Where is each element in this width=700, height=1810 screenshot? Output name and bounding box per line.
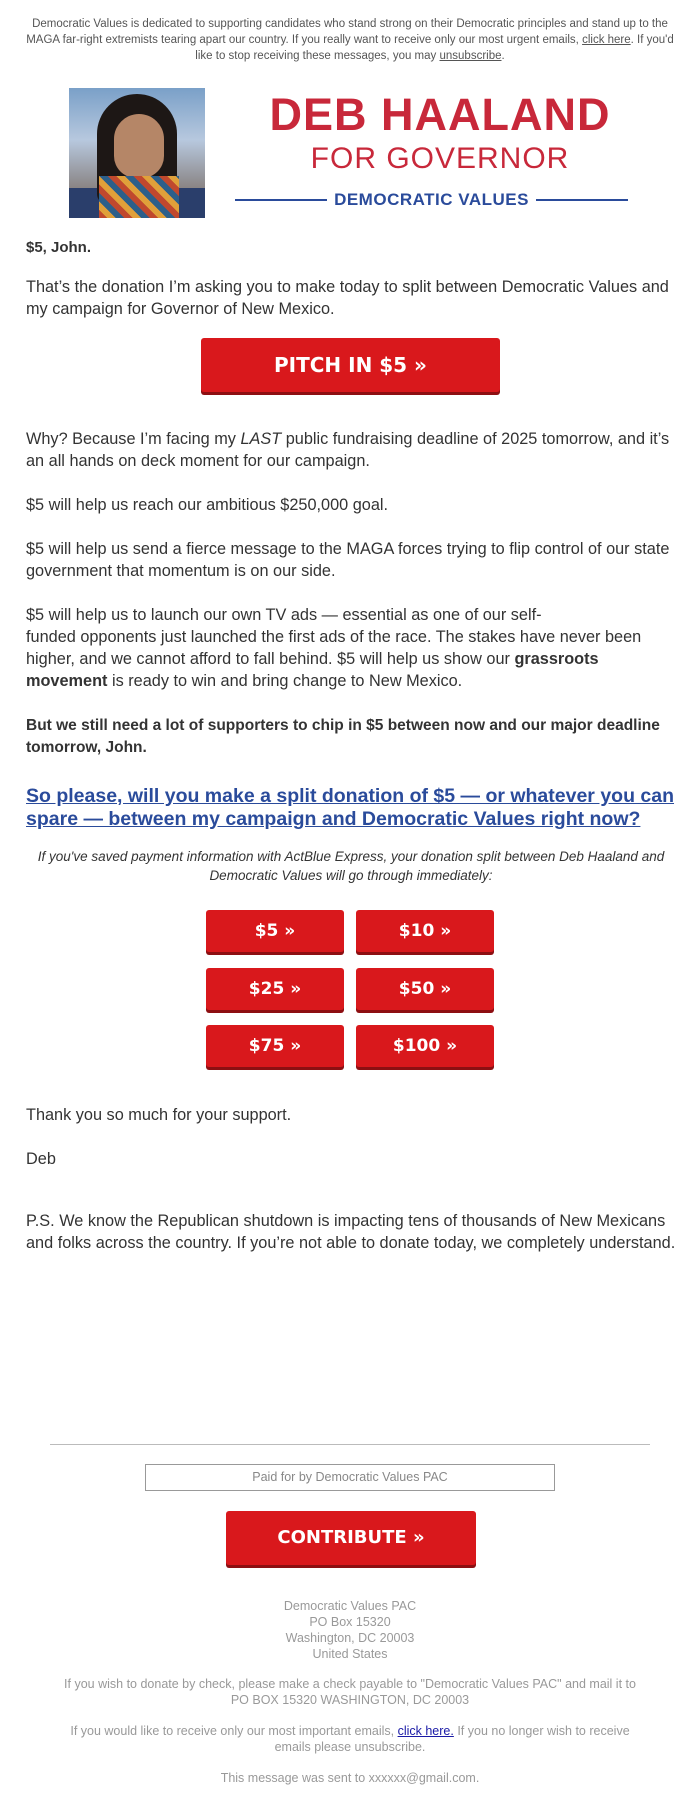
- photo-face: [114, 114, 164, 178]
- actblue-express-note: If you've saved payment information with ActBlue Express, your donation split between Deb Haaland and Democratic Values will go through immediately:: [37, 849, 665, 883]
- tv-ads-text: $5 will help us to launch our own TV ads — essential as one of our self-: [26, 606, 542, 624]
- deadline-paragraph: [26, 428, 676, 472]
- address-line: United States: [312, 1647, 388, 1661]
- donate-25-button[interactable]: $25 »: [206, 968, 344, 1010]
- chip-in-paragraph: But we still need a lot of supporters to chip in $5 between now and our major deadline tomorrow, John.: [26, 717, 660, 756]
- sent-to-note: This message was sent to xxxxxx@gmail.com.: [220, 1771, 480, 1785]
- mailing-address: [60, 1598, 640, 1662]
- unsubscribe-link[interactable]: unsubscribe: [439, 50, 502, 62]
- donate-5-button[interactable]: $5 »: [206, 910, 344, 952]
- goal-paragraph: $5 will help us reach our ambitious $250,000 goal.: [26, 496, 389, 514]
- tv-ads-text-end: is ready to win and bring change to New Mexico.: [107, 672, 463, 690]
- preferences-text-end: If you no longer wish to receive emails please unsubscribe.: [274, 1724, 630, 1754]
- urgent-emails-link[interactable]: click here: [582, 34, 631, 46]
- address-line: Democratic Values PAC: [283, 1599, 417, 1613]
- preferences-text: If you would like to receive only our most important emails,: [70, 1724, 398, 1738]
- donate-50-button[interactable]: $50 »: [356, 968, 494, 1010]
- pitch-in-button[interactable]: PITCH IN $5 »: [201, 338, 500, 392]
- footer-divider: [50, 1444, 650, 1445]
- grassroots-emphasis: grassroots movement: [26, 650, 599, 690]
- deadline-text-end: public fundraising deadline of 2025 tomorrow, and it’s an all hands on deck moment for our campaign.: [26, 430, 670, 470]
- important-emails-link[interactable]: click here.: [397, 1724, 454, 1738]
- logo-divider-left: [235, 199, 327, 201]
- logo-org-name: DEMOCRATIC VALUES: [334, 190, 529, 209]
- signoff: Deb: [26, 1150, 56, 1168]
- greeting: $5, John.: [26, 239, 92, 256]
- logo-subtitle: FOR GOVERNOR: [310, 142, 570, 175]
- address-line: Washington, DC 20003: [285, 1631, 415, 1645]
- preheader-text-end: .: [501, 50, 505, 62]
- tv-ads-paragraph: [26, 604, 676, 692]
- split-donation-link[interactable]: So please, will you make a split donation of $5 — or whatever you can spare — between my campaign and Democratic Values right now?: [26, 785, 675, 830]
- thank-you-text: Thank you so much for your support.: [26, 1106, 292, 1124]
- address-line: PO Box 15320: [309, 1615, 391, 1629]
- photo-scarf: [99, 176, 179, 218]
- preheader-text: Democratic Values is dedicated to supporting candidates who stand strong on their Democratic principles and stand up to the MAGA far-right extremists tearing apart our country. If you really want to receive only our most urgent emails,: [26, 18, 668, 46]
- postscript: P.S. We know the Republican shutdown is impacting tens of thousands of New Mexicans and folks across the country. If you’re not able to donate today, we completely understand.: [26, 1212, 676, 1252]
- donate-10-button[interactable]: $10 »: [356, 910, 494, 952]
- preheader: [26, 16, 674, 64]
- donate-75-button[interactable]: $75 »: [206, 1025, 344, 1067]
- preheader-text-middle: . If you'd like to stop receiving these messages, you may: [195, 34, 674, 62]
- candidate-photo: [69, 88, 205, 218]
- check-donation-note: If you wish to donate by check, please make a check payable to "Democratic Values PAC" and mail it to PO BOX 15320 WASHINGTON, DC 20003: [64, 1677, 636, 1707]
- tv-ads-text-rest: funded opponents just launched the first ads of the race. The stakes have never been higher, and we cannot afford to fall behind. $5 will help us show our: [26, 628, 642, 668]
- deadline-emphasis: LAST: [240, 430, 282, 448]
- email-preferences-note: [60, 1723, 640, 1755]
- logo-divider-right: [536, 199, 628, 201]
- paid-for-by: Paid for by Democratic Values PAC: [145, 1464, 555, 1491]
- logo-candidate-name: DEB HAALAND: [269, 89, 611, 140]
- deadline-text: Why? Because I’m facing my: [26, 430, 241, 448]
- intro-paragraph: That’s the donation I’m asking you to make today to split between Democratic Values and my campaign for Governor of New Mexico.: [26, 278, 669, 318]
- contribute-button[interactable]: CONTRIBUTE »: [226, 1511, 476, 1565]
- message-paragraph: $5 will help us send a fierce message to the MAGA forces trying to flip control of our state government that momentum is on our side.: [26, 540, 670, 580]
- donate-100-button[interactable]: $100 »: [356, 1025, 494, 1067]
